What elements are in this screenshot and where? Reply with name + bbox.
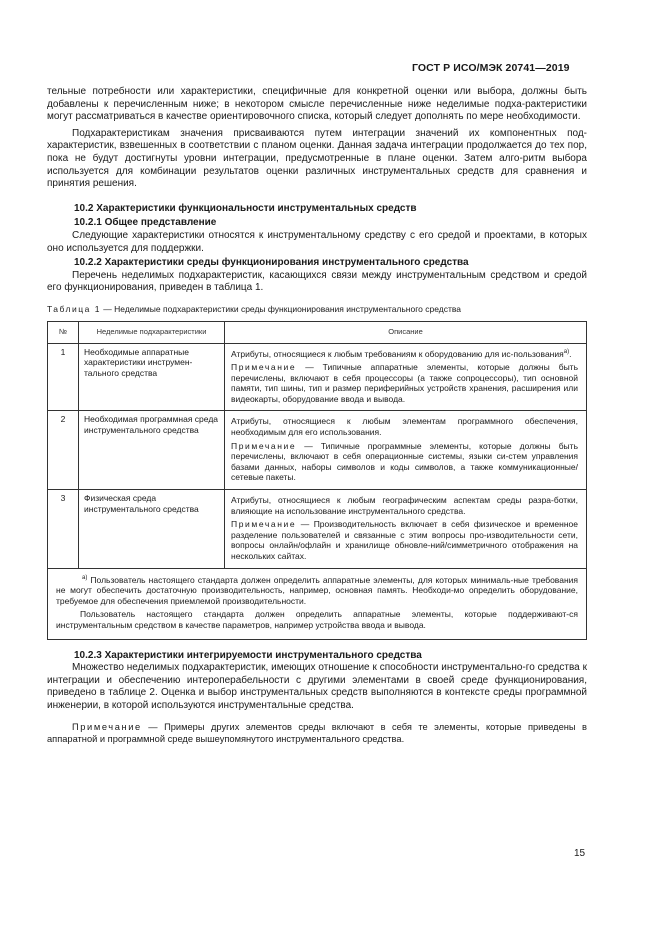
table-1 [47, 321, 587, 640]
page-number: 15 [574, 848, 586, 859]
row-characteristic: Необходимые аппаратные характеристики инструмен-тального средства [79, 343, 225, 411]
header-char: Неделимые подхарактеристики [79, 321, 225, 343]
note-label: Примечание [231, 440, 297, 451]
header-desc: Описание [225, 321, 587, 343]
footnote-mark: a) [82, 574, 88, 581]
table-row [48, 343, 587, 411]
document-header: ГОСТ Р ИСО/МЭК 20741—2019 [412, 62, 570, 74]
description-text [231, 349, 578, 360]
description-end: . [569, 348, 572, 359]
row-note [231, 519, 578, 561]
note-text: — Производительность включает в себя физическое и временное разделение пользователей и связанные с этим вопросы про-изводительности сети, вопросы онлайн/офлайн и хранилище обновле-ний/симметричного отображения на нескольких сайтах. [231, 519, 578, 561]
row-note [231, 362, 578, 404]
description-text: Атрибуты, относящиеся к любым элементам программного обеспечения, необходимым для его использования. [231, 416, 578, 438]
table-caption-label: Таблица 1 [47, 303, 101, 314]
description-text: Атрибуты, относящиеся к любым географическим аспектам среды разра-ботки, влияющие на использование инструментального средства. [231, 495, 578, 516]
paragraph-10-2-3: Множество неделимых подхарактеристик, имеющих отношение к способности инструментально-го средства к интеграции и обеспечению интероперабельности с другими элементами в своей среде функционирования, приведено в таблице 2. Оценка и выбор инструментальных средств выполняются в контексте среды программной инженерии, в которой используются инструментальные средства. [47, 662, 587, 711]
table-footnotes [48, 568, 587, 639]
table-row [48, 411, 587, 490]
note-label: Примечание [72, 721, 142, 732]
section-heading-10-2-1: 10.2.1 Общее представление [74, 217, 217, 229]
paragraph-integration: Подхарактеристикам значения присваиваются путем интеграции значений их компонентных под-характеристик, взвешенных в соответствии с планом оценки. Данная задача интеграции продолжается до тех пор, пока не будут достигнуты уровни интеграции, предусмотренные в плане оценки. Затем алго-ритм выбора используется для комбинации результатов оценки различных инструментальных средств для сравнения и принятия решения. [47, 127, 587, 190]
row-characteristic: Физическая среда инструментального средства [79, 490, 225, 569]
row-description [225, 490, 587, 569]
table-caption [47, 303, 587, 316]
description-main: Атрибуты, относящиеся к любым требованиям к оборудованию для ис-пользования [231, 348, 564, 359]
row-characteristic: Необходимая программная среда инструментального средства [79, 411, 225, 490]
paragraph-continuation: тельные потребности или характеристики, специфичные для конкретной оценки или выбора, должны быть добавлены к перечисленным ниже; в некотором смысле перечисленные ниже неделимые подха-рактеристики могут рассматриваться в качестве ориентировочного списка, который следует дополнять по мере необходимости. [47, 86, 587, 123]
footnote-ref: a) [563, 348, 570, 355]
table-caption-text: — Неделимые подхарактеристики среды функционирования инструментального средства [100, 303, 461, 314]
note-label: Примечание [231, 362, 297, 373]
section-heading-10-2-2: 10.2.2 Характеристики среды функционирования инструментального средства [74, 257, 469, 269]
row-note [231, 441, 578, 483]
section-heading-10-2-3: 10.2.3 Характеристики интегрируемости инструментального средства [74, 649, 422, 661]
section-heading-10-2: 10.2 Характеристики функциональности инструментальных средств [74, 202, 417, 214]
note-text: — Типичные программные элементы, которые должны быть перечислены, включают в себя операционные системы, языки си-стем управления базами данных, наборы символов и коды символов, а также коммуникационные/сетевые пакеты. [231, 440, 578, 483]
footnote-a [56, 575, 578, 607]
footnote-b: Пользователь настоящего стандарта должен определить аппаратные элементы, которые поддерживают-ся инструментальным средством в качестве параметров, например устройства ввода и вывода. [56, 609, 578, 630]
row-description [225, 343, 587, 411]
note-text: — Типичные аппаратные элементы, которые должны быть перечислены, включают в себя процессоры (а также сопроцессоры), тип основной памяти, тип шины, тип и размер периферийных устройств хранения, расширения или видеокарты, оборудование ввода и вывода. [231, 362, 578, 404]
row-description [225, 411, 587, 490]
paragraph-10-2-2: Перечень неделимых подхарактеристик, касающихся связи между инструментальным средством и средой его функционирования, приведен в таблица 1. [47, 269, 587, 294]
row-number: 3 [48, 490, 79, 569]
footnote-a-text: Пользователь настоящего стандарта должен определить аппаратные элементы, для которых минималь-ные требования не могут обеспечить достаточную производительность, например, основная память. Необходи-мо определить оборудование, требуемое для обеспечения приемлемой производительности. [56, 574, 578, 606]
note-label: Примечание [231, 519, 297, 530]
table-footnote-row [48, 568, 587, 639]
row-number: 1 [48, 343, 79, 411]
row-number: 2 [48, 411, 79, 490]
table-row [48, 490, 587, 569]
header-num: № [48, 321, 79, 343]
paragraph-10-2-1: Следующие характеристики относятся к инструментальному средству с его средой и проектами, в которых оно используется для поддержки. [47, 229, 587, 254]
table-header-row [48, 321, 587, 343]
page-content [47, 86, 587, 745]
note-text: — Примеры других элементов среды включают в себя те элементы, которые приведены в аппаратной и программной среде вышеупомянутого инструментального средства. [47, 721, 587, 744]
note-10-2-3 [47, 721, 587, 745]
